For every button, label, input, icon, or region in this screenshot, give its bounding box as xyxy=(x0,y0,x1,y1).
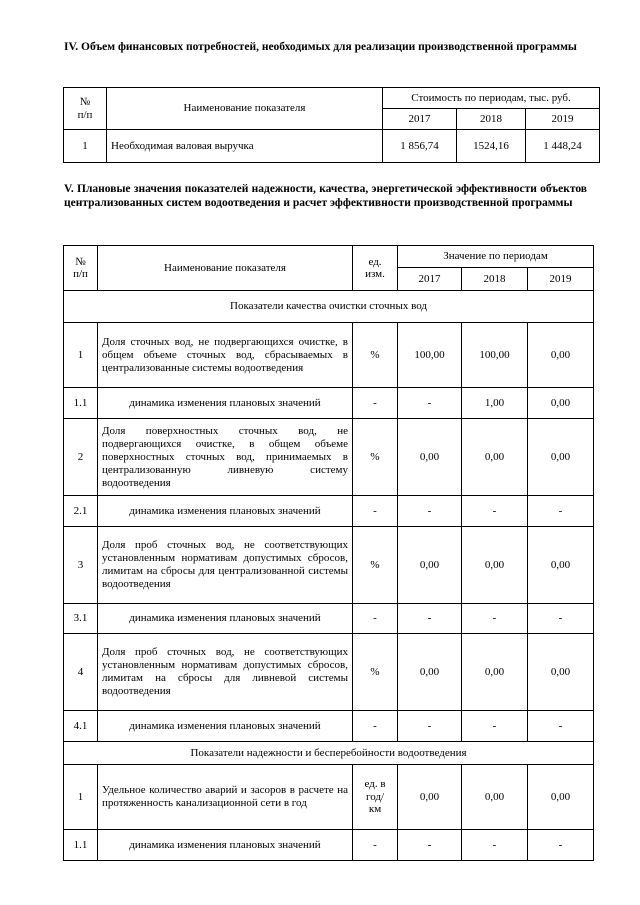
row-unit: - xyxy=(353,830,398,861)
row-value: - xyxy=(528,711,594,742)
header-year: 2018 xyxy=(462,268,528,291)
row-num: 4.1 xyxy=(64,711,98,742)
header-year: 2019 xyxy=(528,268,594,291)
row-num: 1 xyxy=(64,765,98,830)
table-row xyxy=(64,634,594,711)
financial-needs-table xyxy=(63,87,600,163)
header-num: № п/п xyxy=(64,246,98,291)
row-value: - xyxy=(398,830,462,861)
row-value: - xyxy=(398,604,462,634)
row-value: 0,00 xyxy=(528,527,594,604)
header-year: 2017 xyxy=(383,109,457,130)
row-num: 4 xyxy=(64,634,98,711)
header-year: 2019 xyxy=(526,109,600,130)
row-name: динамика изменения плановых значений xyxy=(98,388,353,419)
row-value: 0,00 xyxy=(398,527,462,604)
row-value: - xyxy=(462,604,528,634)
table-row xyxy=(64,419,594,496)
row-value: 0,00 xyxy=(462,527,528,604)
row-name: динамика изменения плановых значений xyxy=(98,604,353,634)
table-row xyxy=(64,604,594,634)
header-num: № п/п xyxy=(64,88,107,130)
table-row xyxy=(64,496,594,527)
table-row xyxy=(64,830,594,861)
row-value: - xyxy=(462,711,528,742)
row-name: динамика изменения плановых значений xyxy=(98,830,353,861)
row-unit: ед. в год/ км xyxy=(353,765,398,830)
row-value: 0,00 xyxy=(398,765,462,830)
row-unit: % xyxy=(353,419,398,496)
row-value: 0,00 xyxy=(462,419,528,496)
header-values: Значение по периодам xyxy=(398,246,594,268)
row-value: 0,00 xyxy=(528,765,594,830)
table-row xyxy=(64,130,600,163)
row-name: Необходимая валовая выручка xyxy=(107,130,383,163)
row-num: 1 xyxy=(64,130,107,163)
row-value: 1,00 xyxy=(462,388,528,419)
row-value: 100,00 xyxy=(398,323,462,388)
row-value: - xyxy=(462,496,528,527)
row-value: - xyxy=(528,604,594,634)
row-value: 0,00 xyxy=(528,419,594,496)
header-name: Наименование показателя xyxy=(107,88,383,130)
header-unit: ед. изм. xyxy=(353,246,398,291)
row-num: 1.1 xyxy=(64,388,98,419)
row-value: - xyxy=(528,830,594,861)
row-unit: - xyxy=(353,496,398,527)
row-value: 0,00 xyxy=(398,634,462,711)
row-value: 0,00 xyxy=(528,634,594,711)
row-num: 1 xyxy=(64,323,98,388)
group-header-reliability: Показатели надежности и бесперебойности водоотведения xyxy=(64,742,594,765)
row-name: Удельное количество аварий и засоров в расчете на протяженность канализационной сети в год xyxy=(98,765,353,830)
row-name: Доля проб сточных вод, не соответствующих установленным нормативам допустимых сбросов, лимитам на сбросы для централизованной системы водоотведения xyxy=(98,527,353,604)
row-value: 0,00 xyxy=(462,634,528,711)
row-value: - xyxy=(528,496,594,527)
row-name: динамика изменения плановых значений xyxy=(98,496,353,527)
indicators-table xyxy=(63,245,594,861)
row-num: 3.1 xyxy=(64,604,98,634)
row-value: - xyxy=(398,496,462,527)
table-row xyxy=(64,527,594,604)
row-unit: - xyxy=(353,388,398,419)
section-4-title: IV. Объем финансовых потребностей, необходимых для реализации производственной программы xyxy=(64,41,577,53)
group-header-quality: Показатели качества очистки сточных вод xyxy=(64,291,594,323)
table-row xyxy=(64,711,594,742)
row-value: 0,00 xyxy=(528,388,594,419)
row-unit: - xyxy=(353,604,398,634)
header-year: 2018 xyxy=(457,109,526,130)
row-value: - xyxy=(398,388,462,419)
row-value: 1 856,74 xyxy=(383,130,457,163)
row-value: 0,00 xyxy=(528,323,594,388)
row-value: 1524,16 xyxy=(457,130,526,163)
row-unit: - xyxy=(353,711,398,742)
row-unit: % xyxy=(353,323,398,388)
row-num: 2 xyxy=(64,419,98,496)
header-cost: Стоимость по периодам, тыс. руб. xyxy=(383,88,600,109)
row-value: 100,00 xyxy=(462,323,528,388)
table-row xyxy=(64,323,594,388)
header-year: 2017 xyxy=(398,268,462,291)
row-unit: % xyxy=(353,527,398,604)
row-num: 3 xyxy=(64,527,98,604)
table-row xyxy=(64,388,594,419)
row-value: 0,00 xyxy=(462,765,528,830)
section-5-title: V. Плановые значения показателей надежности, качества, энергетической эффективности объектов централизованных систем водоотведения и расчет эффективности производственной программы xyxy=(64,183,587,209)
header-name: Наименование показателя xyxy=(98,246,353,291)
row-num: 1.1 xyxy=(64,830,98,861)
row-name: Доля проб сточных вод, не соответствующих установленным нормативам допустимых сбросов, лимитам на сбросы для ливневой системы водоотведения xyxy=(98,634,353,711)
table-row xyxy=(64,765,594,830)
row-value: - xyxy=(462,830,528,861)
row-unit: % xyxy=(353,634,398,711)
row-value: 0,00 xyxy=(398,419,462,496)
row-value: 1 448,24 xyxy=(526,130,600,163)
row-name: Доля поверхностных сточных вод, не подвергающихся очистке, в общем объеме поверхностных сточных вод, принимаемых в централизованную ливневую систему водоотведения xyxy=(98,419,353,496)
row-num: 2.1 xyxy=(64,496,98,527)
row-value: - xyxy=(398,711,462,742)
row-name: динамика изменения плановых значений xyxy=(98,711,353,742)
row-name: Доля сточных вод, не подвергающихся очистке, в общем объеме сточных вод, сбрасываемых в централизованные системы водоотведения xyxy=(98,323,353,388)
